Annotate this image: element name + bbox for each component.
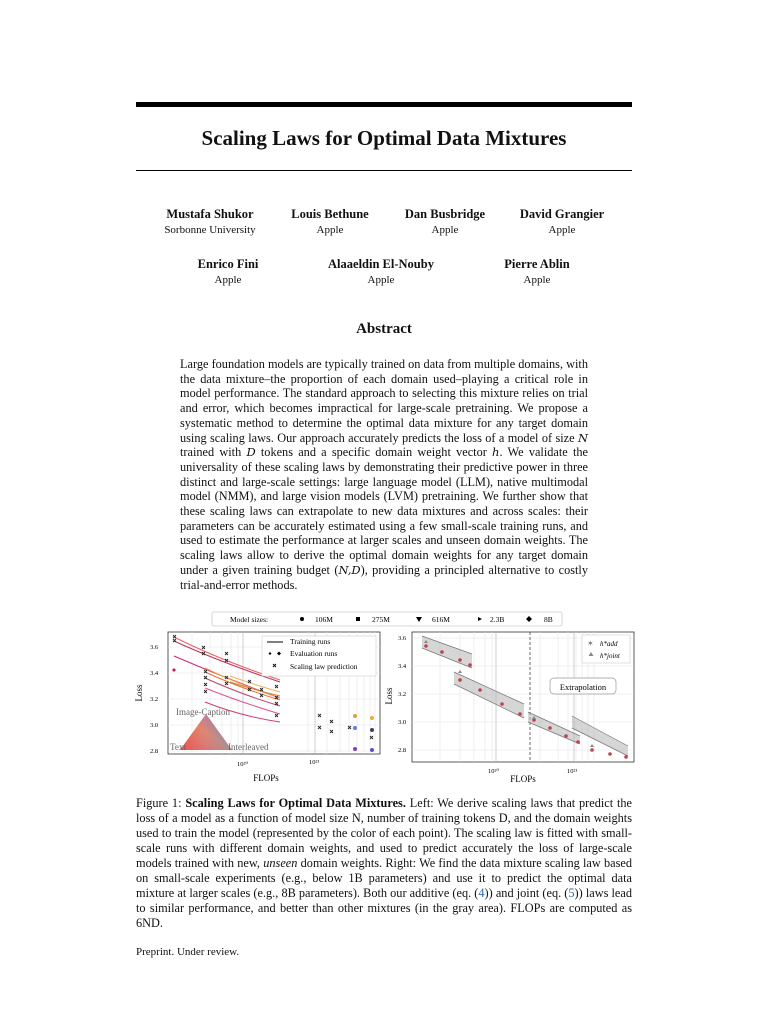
- math-N: N: [577, 430, 588, 445]
- left-xlabel: FLOPs: [253, 773, 279, 783]
- ytick: 3.4: [398, 663, 407, 670]
- author-name: David Grangier: [519, 207, 605, 221]
- figure-1: [130, 610, 638, 790]
- paper-title: Scaling Laws for Optimal Data Mixtures: [201, 126, 567, 150]
- author-name: Louis Bethune: [291, 207, 369, 221]
- top-rule: [136, 102, 632, 107]
- legend-h-add: h*add: [600, 640, 618, 648]
- author-affiliation: Apple: [316, 224, 344, 236]
- ytick: 3.6: [398, 635, 407, 642]
- left-ylabel: Loss: [134, 684, 144, 702]
- size-8b: 8B: [544, 615, 553, 624]
- abstract-heading: Abstract: [356, 321, 412, 337]
- abstract-part: Large foundation models are typically trained on data from multiple domains, with the data mixture–the proportion of each domain used–playing a critical role in model performance. The standard approach to selecting this mixture relies on trial and error, which becomes impractical for large-scale pretraining. We propose a systematic method to determine the optimal data mixture for any target domain using scaling laws. Our approach accurately predicts the loss of a model of size: [180, 357, 588, 445]
- math-D: D: [246, 445, 256, 460]
- simplex-left-label: Text: [170, 742, 186, 752]
- author-affiliation: Apple: [367, 274, 395, 286]
- right-xlabel: FLOPs: [510, 774, 536, 784]
- author-affiliation: Apple: [523, 274, 551, 286]
- size-275m: 275M: [372, 615, 390, 624]
- caption-part: )) and joint (eq. (: [484, 886, 569, 900]
- simplex-top-label: Image-Caption: [176, 707, 230, 717]
- figure-svg: [130, 610, 638, 790]
- figure-caption: [136, 796, 632, 931]
- ytick: 2.8: [398, 747, 407, 754]
- author-name: Pierre Ablin: [504, 257, 570, 271]
- legend-scaling-law: Scaling law prediction: [290, 662, 358, 671]
- xtick: 10²¹: [309, 759, 320, 766]
- author-4: [482, 207, 642, 236]
- author-name: Mustafa Shukor: [166, 207, 254, 221]
- abstract-text: [180, 357, 588, 592]
- title-rule: [136, 170, 632, 171]
- simplex-right-label: Interleaved: [228, 742, 269, 752]
- ytick: 2.8: [150, 748, 159, 755]
- caption-bold: Scaling Laws for Optimal Data Mixtures.: [185, 796, 406, 810]
- square-marker: [356, 617, 360, 621]
- legend-training-runs: Training runs: [290, 637, 331, 646]
- caption-label: Figure 1:: [136, 796, 186, 810]
- ytick: 3.6: [150, 644, 159, 651]
- author-name: Enrico Fini: [197, 257, 259, 271]
- caption-italic: unseen: [263, 856, 298, 870]
- ytick: 3.0: [150, 722, 159, 729]
- legend-evaluation-runs: Evaluation runs: [290, 649, 338, 658]
- right-ylabel: Loss: [384, 687, 394, 705]
- author-affiliation: Sorbonne University: [164, 224, 256, 236]
- ytick: 3.2: [150, 696, 159, 703]
- author-5: [148, 257, 308, 286]
- math-ND: N,D: [338, 562, 361, 577]
- right-panel: [384, 632, 634, 784]
- equation-ref-link[interactable]: 5: [568, 886, 575, 900]
- author-6: [301, 257, 461, 286]
- xtick: 10²⁰: [488, 768, 500, 775]
- author-name: Dan Busbridge: [404, 207, 486, 221]
- size-legend-title: Model sizes:: [230, 615, 269, 624]
- abstract-part: trained with: [180, 445, 247, 460]
- left-panel: [134, 632, 380, 783]
- xtick: 10²⁰: [237, 761, 249, 768]
- author-7: [457, 257, 617, 286]
- size-2-3b: 2.3B: [490, 615, 505, 624]
- ytick: 3.0: [398, 719, 407, 726]
- author-name: Alaaeldin El-Nouby: [328, 257, 434, 271]
- star-icon: ✶: [587, 639, 594, 648]
- caption-part: )) laws lead to similar performance, and better than other mixtures (in the gray area). FLOPs are computed as 6ND.: [136, 886, 632, 930]
- extrapolation-label: Extrapolation: [559, 682, 607, 692]
- abstract-part: . We validate the universality of these scaling laws by demonstrating their predictive power in three distinct and large-scale settings: large language model (LLM), native multimodal model (NMM), and large vision models (LVM) pretraining. We further show that these scaling laws can extrapolate to new data mixtures and across scales: their parameters can be accurately estimated using a few small-scale training runs, and used to estimate the performance at larger scales and unseen domain weights. The scaling laws allow to derive the optimal domain weights for any target domain under a given training budget (: [180, 445, 588, 577]
- circle-marker: [300, 617, 304, 621]
- math-h: h: [492, 445, 500, 460]
- equation-ref-link[interactable]: 4: [478, 886, 485, 900]
- author-affiliation: Apple: [214, 274, 242, 286]
- size-106m: 106M: [315, 615, 333, 624]
- caption-part: Left: We derive scaling laws that predict the loss of a model as a function of model size N, number of training tokens D, and the domain weights used to train the model (represented by the color of each point). The scaling law is fitted with small-scale runs with different domain weights, and used to predict accurately the loss of large-scale models trained with new,: [136, 796, 633, 870]
- legend-h-joint: h*joint: [600, 652, 620, 660]
- author-affiliation: Apple: [431, 224, 459, 236]
- size-616m: 616M: [432, 615, 450, 624]
- author-affiliation: Apple: [548, 224, 576, 236]
- xtick: 10²¹: [567, 768, 578, 775]
- abstract-part: tokens and a specific domain weight vector: [255, 445, 493, 460]
- abstract-part: ), providing a principled alternative to costly trial-and-error methods.: [180, 562, 588, 592]
- ytick: 3.4: [150, 670, 159, 677]
- ytick: 3.2: [398, 691, 407, 698]
- footer-note: Preprint. Under review.: [136, 946, 240, 958]
- caption-part: domain weights. Right: We find the data mixture scaling law based on small-scale experiments (e.g., below 1B parameters) and use it to predict the optimal data mixture at larger scales (e.g., 8B parameters). Both our additive (eq. (: [136, 856, 632, 900]
